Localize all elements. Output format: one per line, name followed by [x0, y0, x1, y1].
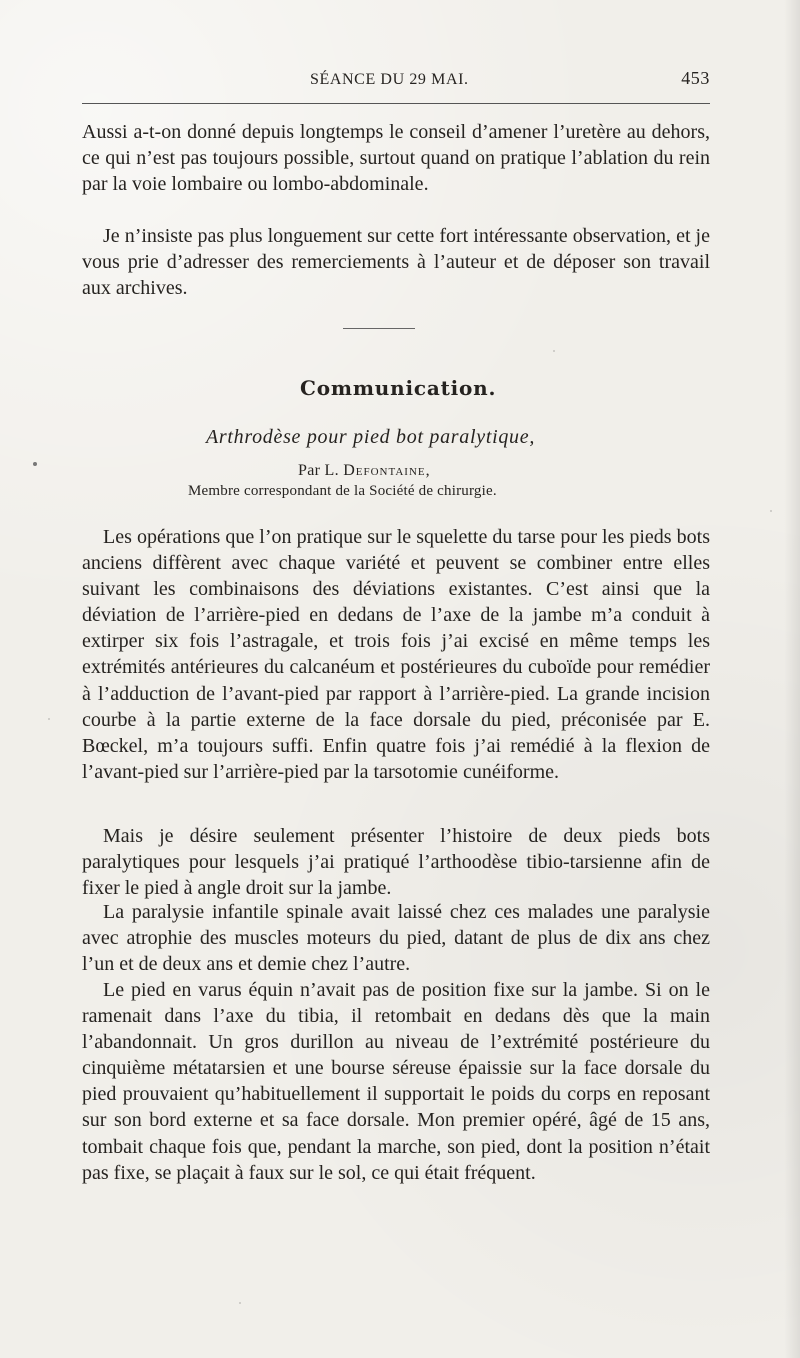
- page-edge-shadow: [784, 0, 800, 1358]
- paper-speck: [770, 510, 772, 512]
- page-number: 453: [681, 68, 710, 88]
- paper-speck: [553, 350, 555, 352]
- header-divider: [82, 103, 710, 104]
- running-title: SÉANCE DU 29 MAI.: [310, 71, 469, 88]
- article-title: Arthrodèse pour pied bot paralytique,: [206, 426, 536, 448]
- byline-prefix: Par L.: [298, 462, 339, 479]
- paragraph-archive-request: Je n’insiste pas plus longuement sur cette fort intéressante observation, et je vous prie d’adresser des remerciements à l’auteur et de déposer son travail aux archives.: [82, 225, 710, 299]
- margin-mark: [33, 462, 37, 466]
- author-affiliation: Membre correspondant de la Société de chirurgie.: [188, 483, 497, 499]
- author-byline: [298, 462, 431, 480]
- paragraph-tarsal-operations: Les opérations que l’on pratique sur le squelette du tarse pour les pieds bots anciens diffèrent avec chaque variété et peuvent se combiner entre elles suivant les combinaisons des déviations existantes. C’est ainsi que la déviation de l’arrière-pied en dedans de l’axe de la jambe m’a conduit à extirper six fois l’astragale, et trois fois j’ai excisé en même temps les extrémités antérieures du calcanéum et postérieures du cuboïde pour remédier à l’adduction de l’avant-pied par rapport à l’arrière-pied. La grande incision courbe à la partie externe de la face dorsale du pied, préconisée par E. Bœckel, m’a toujours suffi. Enfin quatre fois j’ai remédié à la flexion de l’avant-pied sur l’arrière-pied par la tarsotomie cunéiforme.: [82, 526, 710, 783]
- paragraph-infantile-paralysis: La paralysie infantile spinale avait laissé chez ces malades une paralysie avec atrophie des muscles moteurs du pied, datant de plus de dix ans chez l’un et de deux ans et demie chez l’autre.: [82, 901, 710, 976]
- paper-speck: [48, 718, 50, 720]
- author-name: Defontaine,: [343, 462, 431, 479]
- paragraph-varus-equin: Le pied en varus équin n’avait pas de position fixe sur la jambe. Si on le ramenait dans l’axe du tibia, il retombait en dedans dès que la main l’abandonnait. Un gros durillon au niveau de l’extrémité postérieure du cinquième métatarsien et une bourse séreuse épaissie sur la face dorsale du pied prouvaient qu’habituellement il supportait le poids du corps en reposant sur son bord externe et sa face dorsale. Mon premier opéré, âgé de 15 ans, tombait chaque fois que, pendant la marche, son pied, dont la position n’était pas fixe, se plaçait à faux sur le sol, ce qui était fréquent.: [82, 979, 710, 1184]
- paragraph-paralytic-cases: Mais je désire seulement présenter l’histoire de deux pieds bots paralytiques pour lesquels j’ai pratiqué l’arthoodèse tibio-tarsienne afin de fixer le pied à angle droit sur la jambe.: [82, 825, 710, 900]
- paper-speck: [239, 1302, 241, 1304]
- section-heading: Communication.: [300, 376, 497, 400]
- paragraph-ureter-advice: Aussi a-t-on donné depuis longtemps le conseil d’amener l’uretère au dehors, ce qui n’est pas toujours possible, surtout quand on pratique l’ablation du rein par la voie lombaire ou lombo-abdominale.: [82, 121, 710, 195]
- section-divider: [343, 328, 415, 329]
- running-head: [82, 67, 710, 95]
